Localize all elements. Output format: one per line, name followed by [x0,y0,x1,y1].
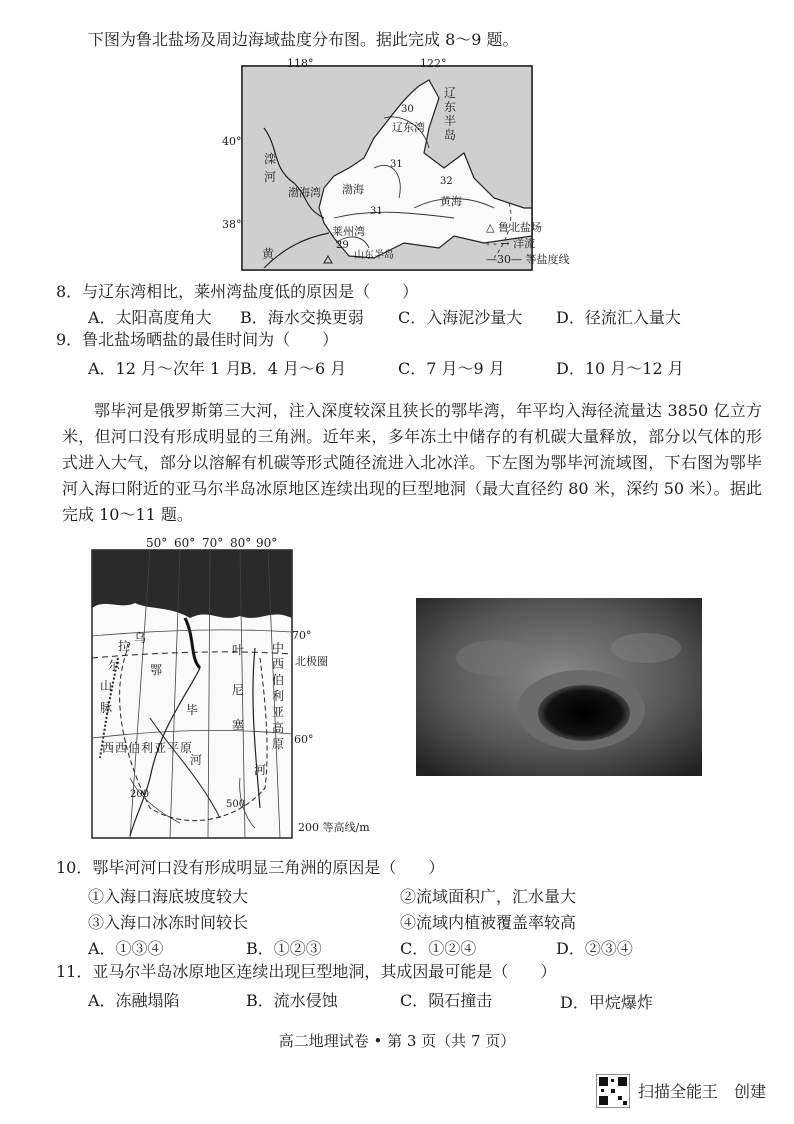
isoline-31b-label: 31 [370,206,383,217]
lon-label-50: 50° [146,536,168,550]
central-siberia-label: 中西伯利亚高原 [272,641,285,751]
page-footer: 高二地理试卷 • 第 3 页（共 7 页） [278,1032,516,1050]
legend-salt-field: △ 鲁北盐场 [486,221,542,234]
q10-option-b[interactable]: B．①②③ [246,939,322,958]
q11-option-c[interactable]: C．陨石撞击 [400,991,493,1010]
q11-option-a[interactable]: A．冻融塌陷 [88,991,180,1010]
passage-ob-river: 鄂毕河是俄罗斯第三大河，注入深度较深且狭长的鄂毕湾，年平均入海径流量达 3850 亿立方米，但河口没有形成明显的三角洲。近年来，多年冻土中储存的有机碳大量释放，部分以气体的形式进入大气，部分以溶解有机碳等形式随径流进入北冰洋。下左图为鄂毕河流域图，下右图为鄂毕河入海口附近的亚马尔半岛冰原地区连续出现的巨型地洞（最大直径约 80 米，深约 50 米）。据此完成 10～11 题。 [62,401,762,524]
huanghai-label: 黄海 [440,195,462,208]
question-10-stem: 10．鄂毕河河口没有形成明显三角洲的原因是（ ） [56,858,445,877]
crater-photo [416,598,702,776]
question-9-stem: 9．鲁北盐场晒盐的最佳时间为（ ） [56,330,339,349]
lat-label-38: 38° [222,218,242,231]
lat-label-40: 40° [222,135,242,148]
ural-label-3: 尔 [108,659,121,673]
q10-statement-1: ①入海口海底坡度较大 [88,887,249,906]
ural-label-2: 拉 [118,639,131,653]
isoline-32-label: 32 [440,176,453,187]
q8-option-a[interactable]: A．太阳高度角大 [88,308,212,327]
q10-option-a[interactable]: A．①③④ [88,939,164,958]
liaodong-peninsula-label: 辽东半岛 [444,86,457,142]
lon-label-60: 60° [174,536,196,550]
west-siberia-label: 西西伯利亚平原 [102,741,194,755]
ob-label-3: 河 [190,753,203,767]
q9-option-c[interactable]: C．7 月～9 月 [398,359,505,378]
intro-text: 下图为鲁北盐场及周边海域盐度分布图。据此完成 8～9 题。 [88,30,519,49]
yenisei-label-1: 叶 [232,643,245,657]
bohai-bay-label: 渤海湾 [288,186,321,199]
q9-option-b[interactable]: B．4 月～6 月 [240,359,347,378]
q10-option-d[interactable]: D．②③④ [556,939,633,958]
q11-option-b[interactable]: B．流水侵蚀 [246,991,338,1010]
lon-label-122: 122° [420,57,447,70]
q8-option-c[interactable]: C．入海泥沙量大 [398,308,523,327]
lon-label-80: 80° [230,536,252,550]
ob-label-1: 鄂 [150,663,163,677]
qr-code-icon [596,1074,630,1108]
liaodong-bay-label: 辽东湾 [392,121,425,134]
lon-label-90: 90° [256,536,278,550]
question-11-stem: 11．亚马尔半岛冰原地区连续出现巨型地洞，其成因最可能是（ ） [56,962,557,981]
q10-statement-2: ②流域面积广，汇水量大 [400,887,577,906]
q8-option-d[interactable]: D．径流汇入量大 [556,308,681,327]
shandong-peninsula-label: 山东半岛 [354,250,394,261]
yenisei-label-2: 尼 [232,683,245,697]
ob-basin-map [90,548,294,840]
arctic-circle-label: 北极圈 [295,655,328,668]
legend-isohaline: —30— 等盐度线 [486,253,570,266]
lat-label-60: 60° [294,733,314,746]
q9-option-d[interactable]: D．10 月～12 月 [556,359,684,378]
contour-legend: 200 等高线/m [298,821,370,834]
isoline-30-label: 30 [401,104,414,115]
lon-label-118: 118° [287,57,314,70]
yellow-river-label: 黄 [262,247,275,261]
ural-label-4: 山 [100,679,113,693]
question-8-stem: 8．与辽东湾相比，莱州湾盐度低的原因是（ ） [56,282,419,301]
contour-500-label: 500 [226,799,246,810]
ural-label-5: 脉 [100,701,113,715]
lon-label-70: 70° [202,536,224,550]
legend-current: - - → 洋流 [486,237,536,250]
isoline-29-label: 29 [336,240,349,251]
ural-label-1: 乌 [134,631,147,645]
q10-statement-3: ③入海口冰冻时间较长 [88,913,249,932]
laizhou-bay-label: 莱州湾 [332,225,365,238]
contour-200-label: 200 [130,789,150,800]
q10-option-c[interactable]: C．①②④ [400,939,477,958]
lat-label-70: 70° [292,629,312,642]
yenisei-label-4: 河 [254,763,267,777]
q9-option-a[interactable]: A．12 月～次年 1 月 [88,359,242,378]
q8-option-b[interactable]: B．海水交换更弱 [240,308,364,327]
luan-river-label: 滦 河 [264,152,277,184]
q11-option-d[interactable]: D．甲烷爆炸 [560,993,653,1012]
scanner-watermark: 扫描全能王 创建 [638,1082,767,1101]
q10-statement-4: ④流域内植被覆盖率较高 [400,913,577,932]
bohai-label: 渤海 [342,183,364,196]
isoline-31-label: 31 [390,159,403,170]
ob-label-2: 毕 [186,703,199,717]
yenisei-label-3: 塞 [232,718,245,732]
